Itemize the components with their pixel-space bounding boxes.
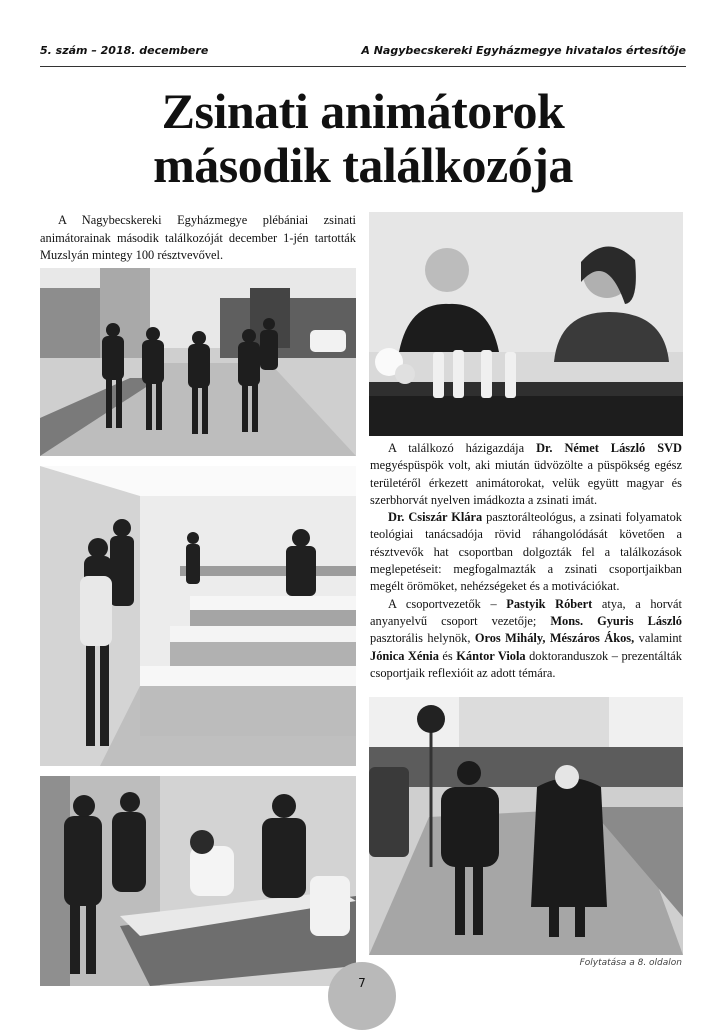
body-text-run: és [438,648,457,663]
body-paragraph [370,509,682,595]
highlighted-name: Dr. Csiszár Klára [388,510,483,525]
photo-meeting-room [40,466,356,766]
photo-two-women-walking [369,697,683,955]
photo-participants-walking [40,268,356,456]
highlighted-name: Jónica Xénia [370,648,439,663]
body-text-run: doktoranduszok – prezentálták csoportjaik reflexióit az adott témára. [370,648,682,680]
header-rule [40,66,686,67]
running-header [40,44,686,57]
body-text-run: megyéspüspök volt, aki miután üdvözölte a püspökség egész területéről érkezett animátorokat, velük együtt magyar és szerbhorvát nyelven imádkozta a zsinati imát. [370,458,682,507]
highlighted-name: Dr. Német László SVD [536,441,682,455]
body-paragraph [370,596,682,682]
title-line-1: Zsinati animátorok [161,83,565,139]
body-text-run: A csoportvezetők – [388,596,507,611]
highlighted-name: Kántor Viola [456,648,526,663]
publication-label: A Nagybecskereki Egyházmegye hivatalos értesítője [361,44,686,57]
body-paragraph [370,440,682,509]
article-body [370,440,682,682]
page-number: 7 [358,976,366,990]
photo-registration-table [40,776,356,986]
body-text-run: pasztorális helynök, [370,631,475,646]
body-text-run: atya, a horvát anyanyelvű csoport vezetője; [370,596,682,628]
body-text-run: pasztorálteológus, a zsinati folyamatok teológiai tanácsadója rövid ráhangolódását követően a résztvevők hat csoportban dolgozták fel a találkozások meglepetéseit: megfogalmazták a zsinati csoportjaikban megélt örömöket, nehézségeket és a motivációkat. [370,510,682,594]
highlighted-name: Oros Mihály, Mészáros Ákos, [474,631,635,646]
highlighted-name: Pastyik Róbert [506,596,593,611]
article-title [40,84,686,192]
photo-presentation-table [369,212,683,436]
continuation-note: Folytatása a 8. oldalon [579,958,682,968]
body-text-run: A találkozó házigazdája [388,441,537,455]
title-line-2: második találkozója [153,137,573,193]
highlighted-name: Mons. Gyuris László [550,613,682,628]
issue-label: 5. szám – 2018. decembere [40,44,209,57]
body-text-run: valamint [634,631,682,646]
page-number-badge [328,962,396,1030]
intro-paragraph: A Nagybecskereki Egyházmegye plébániai zsinati animátorainak második találkozóját december 1-jén tartották Muzslyán mintegy 100 résztvevővel. [40,213,356,262]
